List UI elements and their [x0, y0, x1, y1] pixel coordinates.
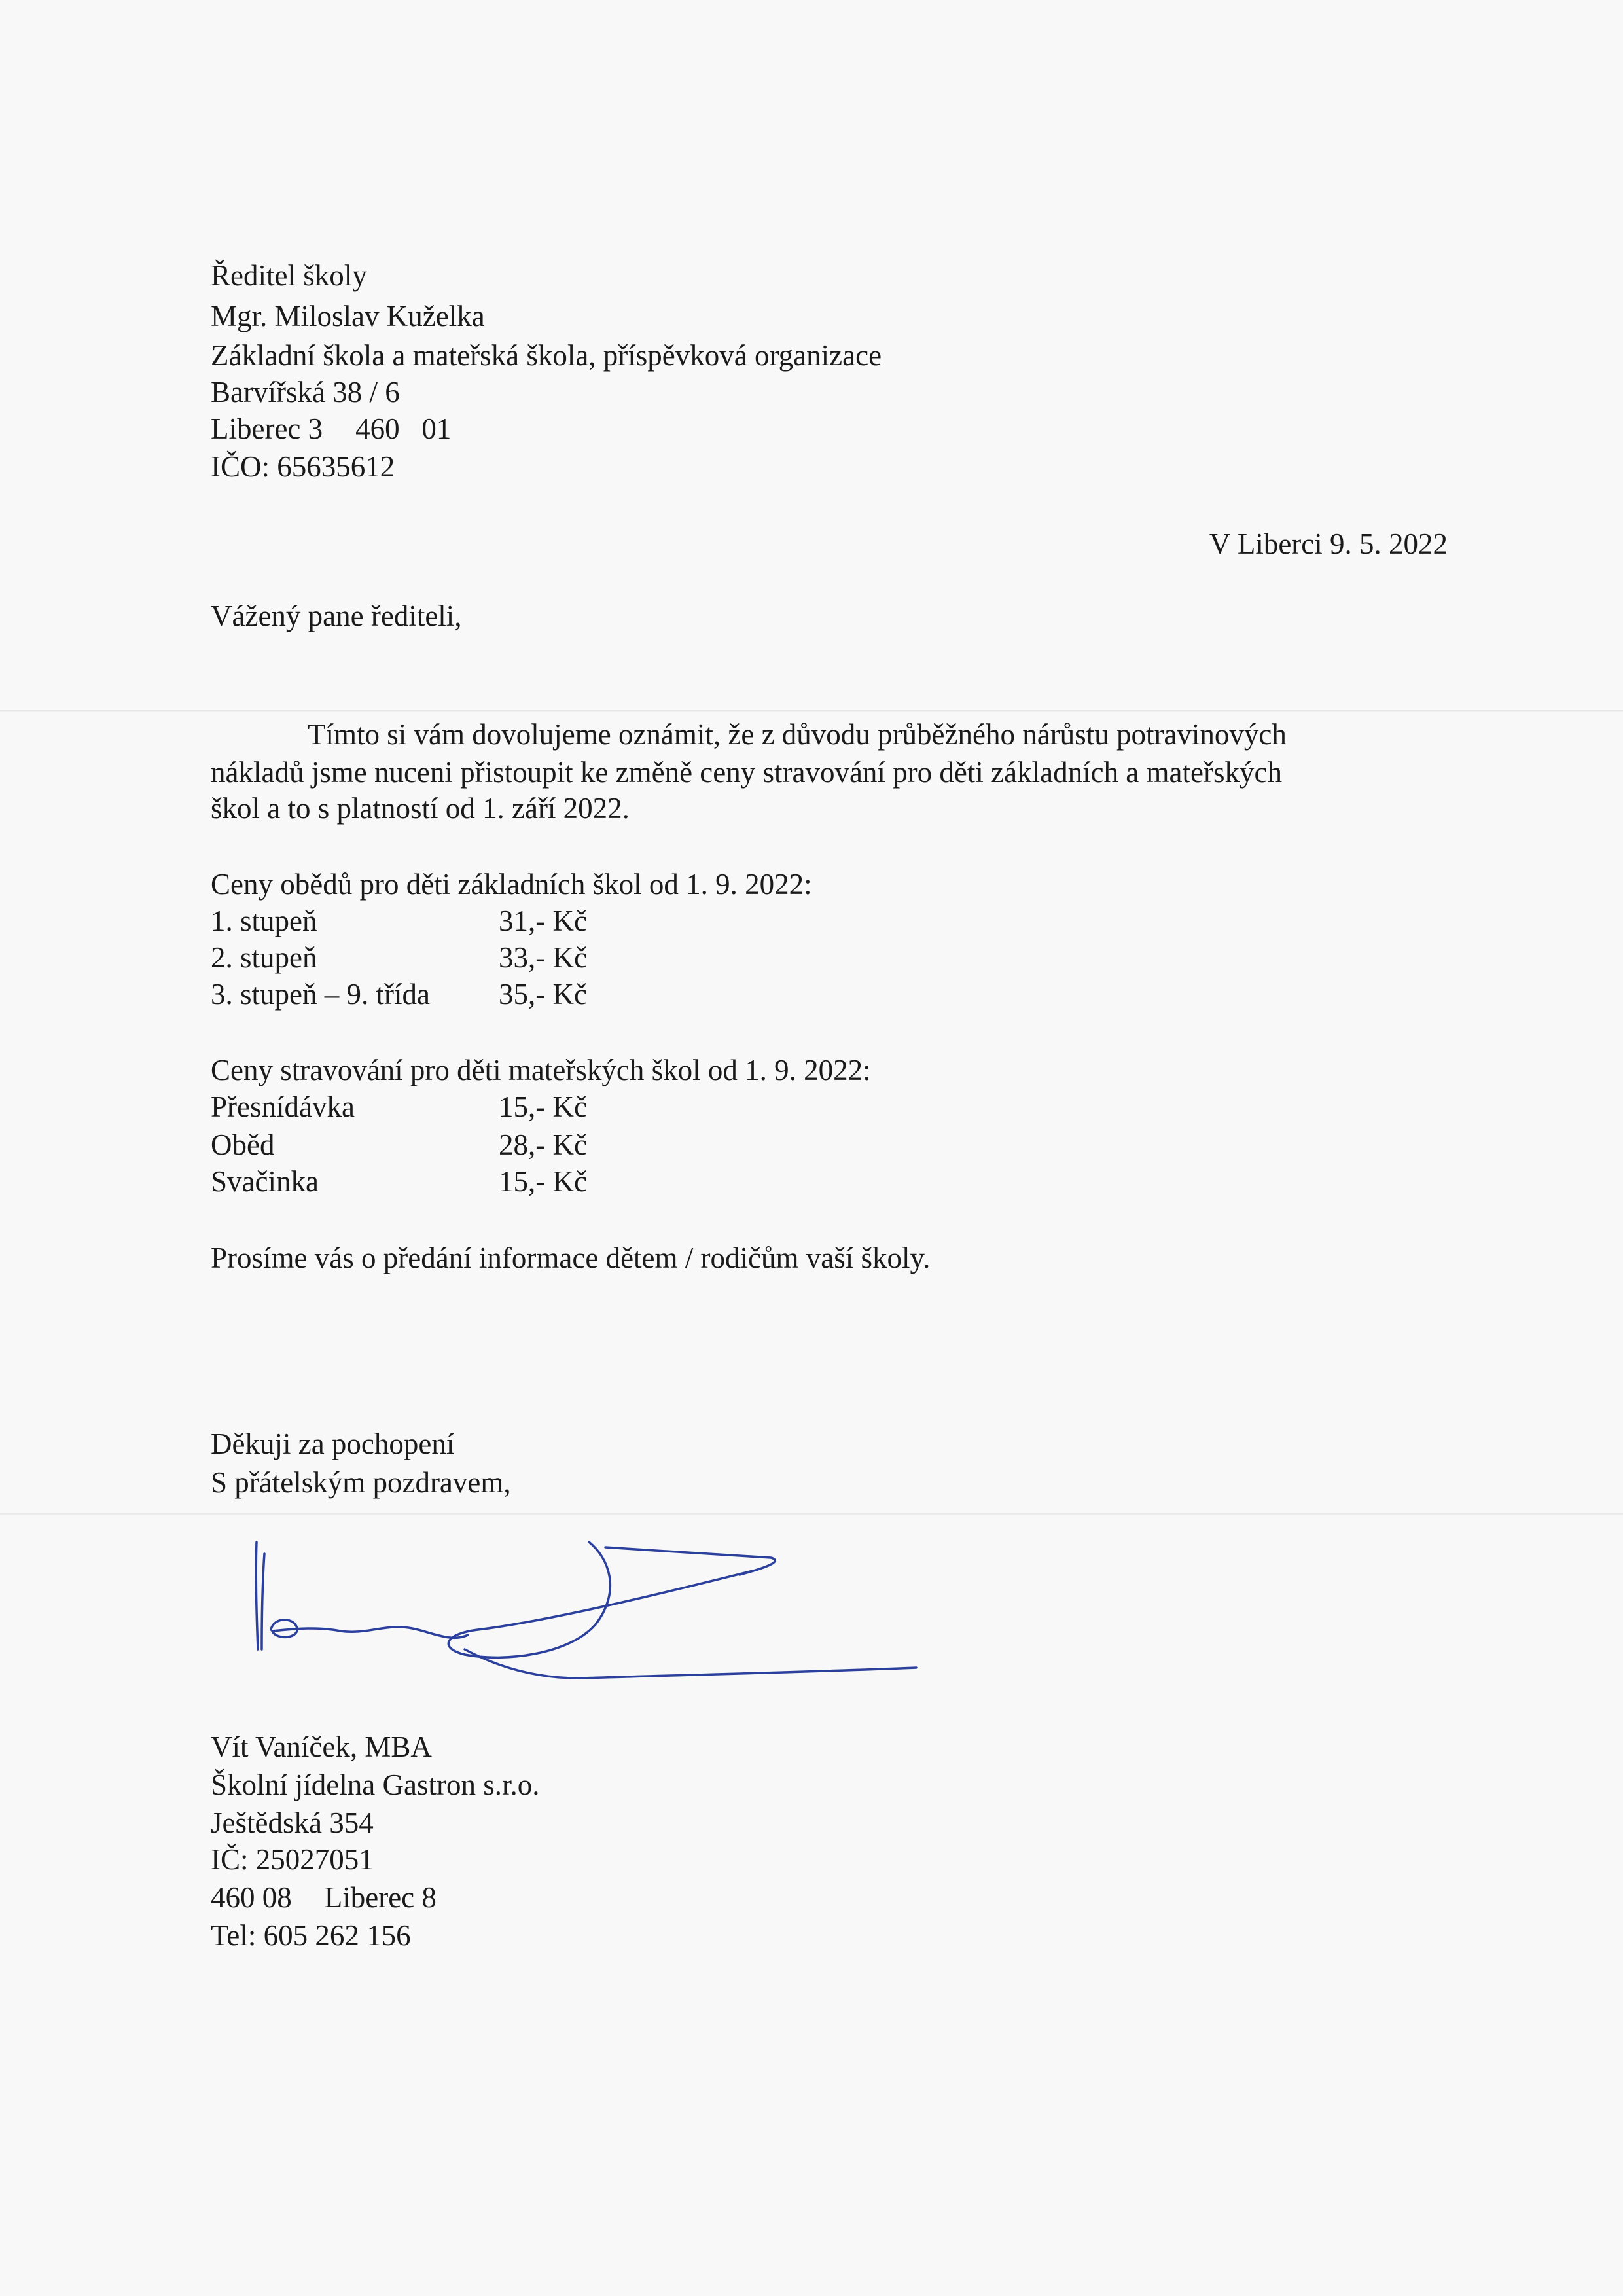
- paragraph-line-3: škol a to s platností od 1. září 2022.: [211, 792, 630, 825]
- paper-fold: [0, 1513, 1623, 1515]
- place-date: V Liberci 9. 5. 2022: [1209, 528, 1448, 560]
- price-row-label: 2. stupeň: [211, 941, 317, 974]
- sender-city-line: [211, 1878, 437, 1916]
- sender-city: Liberec 8: [324, 1881, 437, 1914]
- closing-line-1: Děkuji za pochopení: [211, 1427, 455, 1460]
- sender-postal: 460 08: [211, 1881, 292, 1914]
- paragraph-line-2: nákladů jsme nuceni přistoupit ke změně ceny stravování pro děti základních a mateřských: [211, 756, 1282, 789]
- kindergarten-heading: Ceny stravování pro děti mateřských škol od 1. 9. 2022:: [211, 1054, 871, 1086]
- price-row-label: 3. stupeň – 9. třída: [211, 978, 430, 1011]
- recipient-organization: Základní škola a mateřská škola, příspěvková organizace: [211, 339, 882, 372]
- price-row-value: 35,- Kč: [499, 978, 587, 1011]
- sender-phone: Tel: 605 262 156: [211, 1919, 411, 1952]
- price-row-value: 15,- Kč: [499, 1165, 587, 1198]
- recipient-city-line: [211, 410, 451, 448]
- price-row-label: Svačinka: [211, 1165, 319, 1198]
- recipient-name: Mgr. Miloslav Kuželka: [211, 300, 485, 332]
- sender-street: Ještědská 354: [211, 1806, 374, 1839]
- signature-image: [242, 1518, 936, 1715]
- recipient-ico: IČO: 65635612: [211, 450, 395, 483]
- sender-name: Vít Vaníček, MBA: [211, 1731, 432, 1763]
- closing-line-2: S přátelským pozdravem,: [211, 1466, 511, 1499]
- recipient-city: Liberec 3: [211, 412, 323, 445]
- elementary-heading: Ceny obědů pro děti základních škol od 1. 9. 2022:: [211, 868, 812, 901]
- price-row-label: Oběd: [211, 1128, 275, 1161]
- paragraph-line-1: Tímto si vám dovolujeme oznámit, že z důvodu průběžného nárůstu potravinových: [308, 718, 1287, 751]
- sender-ic: IČ: 25027051: [211, 1843, 374, 1876]
- price-row-value: 28,- Kč: [499, 1128, 587, 1161]
- sender-company: Školní jídelna Gastron s.r.o.: [211, 1768, 540, 1801]
- price-row-label: 1. stupeň: [211, 905, 317, 937]
- recipient-postal: 460 01: [355, 412, 452, 445]
- paper-fold: [0, 710, 1623, 712]
- recipient-street: Barvířská 38 / 6: [211, 376, 400, 408]
- price-row-value: 33,- Kč: [499, 941, 587, 974]
- salutation: Vážený pane řediteli,: [211, 600, 462, 632]
- request-text: Prosíme vás o předání informace dětem / rodičům vaší školy.: [211, 1242, 931, 1274]
- price-row-value: 31,- Kč: [499, 905, 587, 937]
- recipient-role: Ředitel školy: [211, 259, 367, 292]
- price-row-label: Přesnídávka: [211, 1090, 355, 1123]
- price-row-value: 15,- Kč: [499, 1090, 587, 1123]
